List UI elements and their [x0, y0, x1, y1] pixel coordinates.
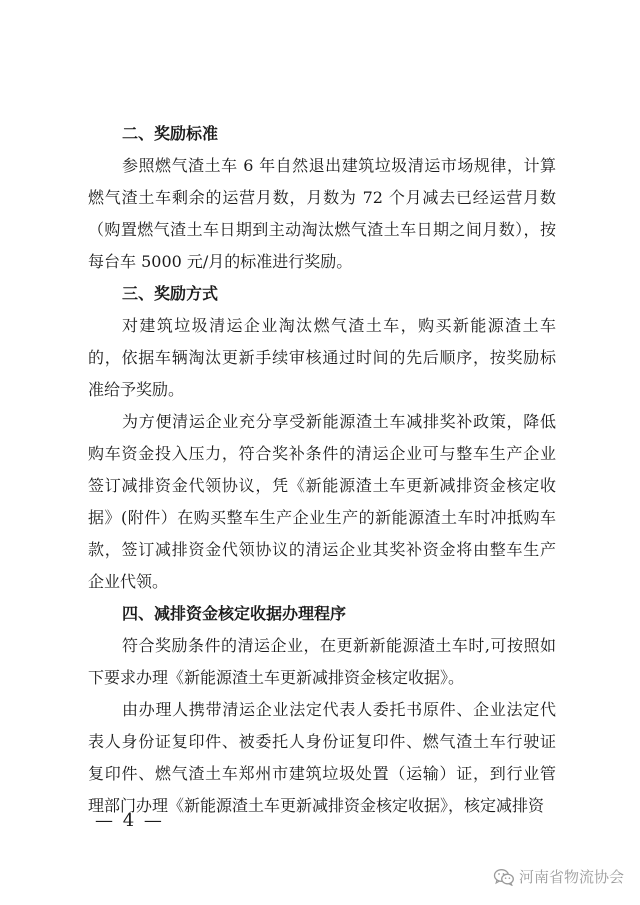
paragraph-line: 理部门办理《新能源渣土车更新减排资金核定收据》，核定减排资 — [88, 796, 545, 815]
paragraph-line: 复印件、燃气渣土车郑州市建筑垃圾处置（运输）证，到行业管 — [88, 764, 556, 783]
paragraph-line: （购置燃气渣土车日期到主动淘汰燃气渣土车日期之间月数），按 — [88, 220, 556, 239]
section-heading: 四、减排资金核定收据办理程序 — [122, 604, 347, 623]
section-heading: 二、奖励标准 — [122, 124, 219, 143]
paragraph-line: 表人身份证复印件、被委托人身份证复印件、燃气渣土车行驶证 — [88, 732, 556, 751]
paragraph-line: 款，签订减排资金代领协议的清运企业其奖补资金将由整车生产 — [88, 540, 556, 559]
watermark — [493, 866, 624, 887]
paragraph-line: 据》(附件）在购买整车生产企业生产的新能源渣土车时冲抵购车 — [88, 508, 556, 527]
paragraph-line: 下要求办理《新能源渣土车更新减排资金核定收据》。 — [88, 668, 465, 687]
paragraph-line: 购车资金投入压力，符合奖补条件的清运企业可与整车生产企业 — [88, 444, 556, 463]
paragraph-line: 每台车 5000 元/月的标准进行奖励。 — [88, 252, 353, 271]
paragraph-line: 签订减排资金代领协议，凭《新能源渣土车更新减排资金核定收 — [88, 476, 556, 495]
paragraph-line: 企业代领。 — [88, 572, 169, 591]
paragraph — [88, 630, 556, 694]
paragraph — [88, 150, 556, 278]
paragraph-line: 燃气渣土车剩余的运营月数，月数为 72 个月减去已经运营月数 — [88, 188, 556, 207]
section-heading: 三、奖励方式 — [122, 284, 219, 303]
paragraph-line: 准给予奖励。 — [88, 380, 185, 399]
paragraph — [88, 694, 556, 822]
paragraph-line: 为方便清运企业充分享受新能源渣土车减排奖补政策，降低 — [122, 412, 556, 431]
watermark-text: 河南省物流协会 — [518, 868, 624, 886]
paragraph — [88, 310, 556, 406]
paragraph-line: 对建筑垃圾清运企业淘汰燃气渣土车，购买新能源渣土车 — [122, 316, 556, 335]
paragraph — [88, 406, 556, 598]
page-number: — 4 — — [95, 810, 164, 831]
paragraph-line: 的，依据车辆淘汰更新手续审核通过时间的先后顺序，按奖励标 — [88, 348, 556, 367]
paragraph-line: 由办理人携带清运企业法定代表人委托书原件、企业法定代 — [122, 700, 556, 719]
wechat-icon — [493, 868, 515, 886]
document-body — [88, 118, 556, 822]
paragraph-line: 参照燃气渣土车 6 年自然退出建筑垃圾清运市场规律，计算 — [122, 156, 556, 175]
paragraph-line: 符合奖励条件的清运企业，在更新新能源渣土车时,可按照如 — [122, 636, 556, 655]
